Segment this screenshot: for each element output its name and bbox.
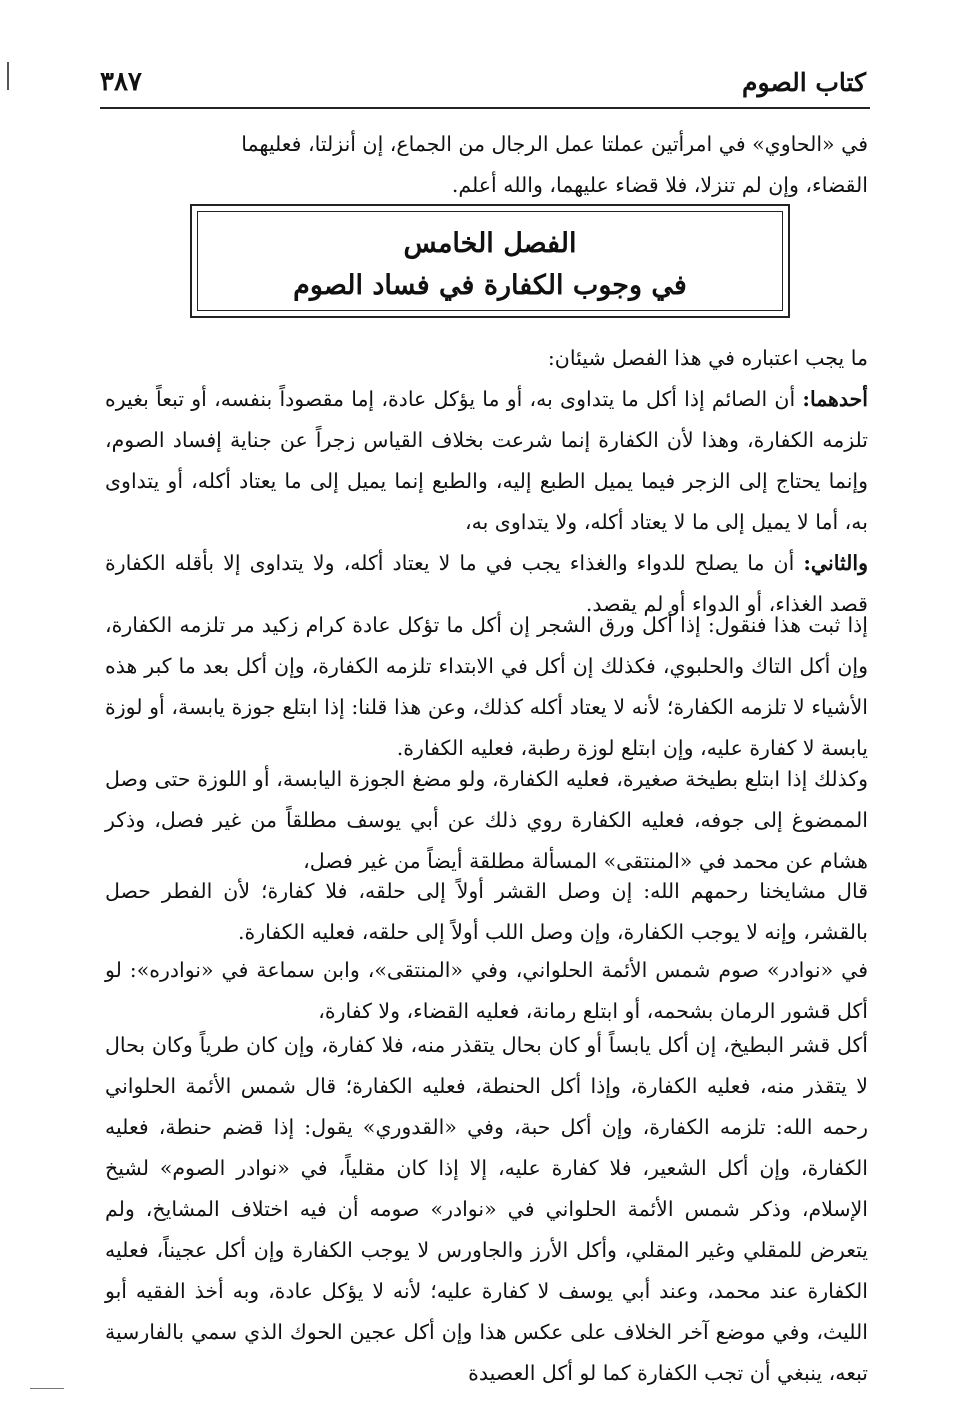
paragraph-8 [105, 1025, 868, 1394]
intro-paragraph [105, 124, 868, 206]
chapter-number: الفصل الخامس [403, 228, 577, 259]
paragraph-text: أكل قشر البطيخ، إن أكل يابساً أو كان بحال يتقذر منه، فلا كفارة، وإن كان طرياً وكان بحال لا يتقذر منه، فعليه الكفارة، وإذا أكل الحنطة، فعليه الكفارة؛ قال شمس الأئمة الحلواني رحمه الله: تلزمه الكفارة، وإن أكل حبة، وفي «القدوري» يقول: إذا قضم حنطة، فعليه الكفارة، وإن أكل الشعير، فلا كفارة عليه، إلا إذا كان مقلياً، في «نوادر الصوم» لشيخ الإسلام، وذكر شمس الأئمة الحلواني في «نوادر» صومه أن فيه اختلاف المشايخ، ولم يتعرض للمقلي وغير المقلي، وأكل الأرز والجاورس لا يوجب الكفارة وإن أكل عجيناً، فعليه الكفارة عند محمد، وعند أبي يوسف لا كفارة عليه؛ لأنه لا يؤكل عادة، وبه أخذ الفقيه أبو الليث، وفي موضع آخر الخلاف على عكس هذا وإن أكل عجين الحوك الذي سمي بالفارسية تبعه، ينبغي أن تجب الكفارة كما لو أكل العصيدة [105, 1033, 868, 1385]
paragraph-text: وكذلك إذا ابتلع بطيخة صغيرة، فعليه الكفارة، ولو مضغ الجوزة اليابسة، أو اللوزة حتى وصل الممضوغ إلى جوفه، فعليه الكفارة روي ذلك عن أبي يوسف مطلقاً من غير فصل، وذكر هشام عن محمد في «المنتقى» المسألة مطلقة أيضاً من غير فصل، [105, 767, 868, 873]
paragraph-5 [105, 759, 868, 882]
paragraph-text: في «نوادر» صوم شمس الأئمة الحلواني، وفي «المنتقى»، وابن سماعة في «نوادره»: لو أكل قشور الرمان بشحمه، أو ابتلع رمانة، فعليه القضاء، ولا كفارة، [105, 958, 868, 1023]
intro-line-1: في «الحاوي» في امرأتين عملتا عمل الرجال من الجماع، إن أنزلتا، فعليهما [241, 132, 868, 156]
header-rule [100, 107, 870, 109]
scan-margin-mark [30, 1388, 64, 1389]
paragraph-text: إذا ثبت هذا فنقول: إذا أكل ورق الشجر إن أكل ما تؤكل عادة كرام زكيد مر تلزمه الكفارة، وإن أكل التاك والحلبوي، فكذلك إن أكل في الابتداء تلزمه الكفارة، وإن أكل بعد ما كبر هذه الأشياء لا تلزمه الكفارة؛ لأنه لا يعتاد أكله كذلك، وعن هذا قلنا: إذا ابتلع جوزة يابسة، أو لوزة يابسة لا كفارة عليه، وإن ابتلع لوزة رطبة، فعليه الكفارة. [105, 613, 868, 760]
paragraph-2 [105, 379, 868, 543]
paragraph-7 [105, 950, 868, 1032]
paragraph-text: أن ما يصلح للدواء والغذاء يجب في ما لا يعتاد أكله، ولا يتداوى إلا بأقله الكفارة قصد الغذاء، أو الدواء أو لم يقصد. [105, 551, 868, 616]
paragraph-keyword: أحدهما: [802, 387, 868, 411]
scan-margin-mark [7, 62, 9, 90]
paragraph-6 [105, 871, 868, 953]
paragraph-1 [105, 338, 868, 379]
paragraph-text: ما يجب اعتباره في هذا الفصل شيئان: [547, 346, 868, 370]
page-number: ٣٨٧ [100, 67, 142, 97]
paragraph-text: قال مشايخنا رحمهم الله: إن وصل القشر أولاً إلى حلقه، فلا كفارة؛ لأن الفطر حصل بالقشر، وإنه لا يوجب الكفارة، وإن وصل اللب أولاً إلى حلقه، فعليه الكفارة. [105, 879, 868, 944]
paragraph-keyword: والثاني: [803, 551, 868, 575]
paragraph-4 [105, 605, 868, 769]
running-header [100, 60, 866, 104]
chapter-heading-box [190, 204, 790, 318]
running-title: كتاب الصوم [742, 67, 866, 97]
intro-line-2: القضاء، وإن لم تنزلا، فلا قضاء عليهما، والله أعلم. [451, 173, 868, 197]
chapter-title: في وجوب الكفارة في فساد الصوم [293, 270, 687, 301]
paragraph-text: أن الصائم إذا أكل ما يتداوى به، أو ما يؤكل عادة، إما مقصوداً بنفسه، أو تبعاً بغيره تلزمه الكفارة، وهذا لأن الكفارة إنما شرعت بخلاف القياس زجراً عن جناية إفساد الصوم، وإنما يحتاج إلى الزجر فيما يميل الطبع إليه، والطبع إنما يميل إلى ما يعتاد أكله، أو يتداوى به، أما لا يميل إلى ما لا يعتاد أكله، ولا يتداوى به، [105, 387, 868, 534]
